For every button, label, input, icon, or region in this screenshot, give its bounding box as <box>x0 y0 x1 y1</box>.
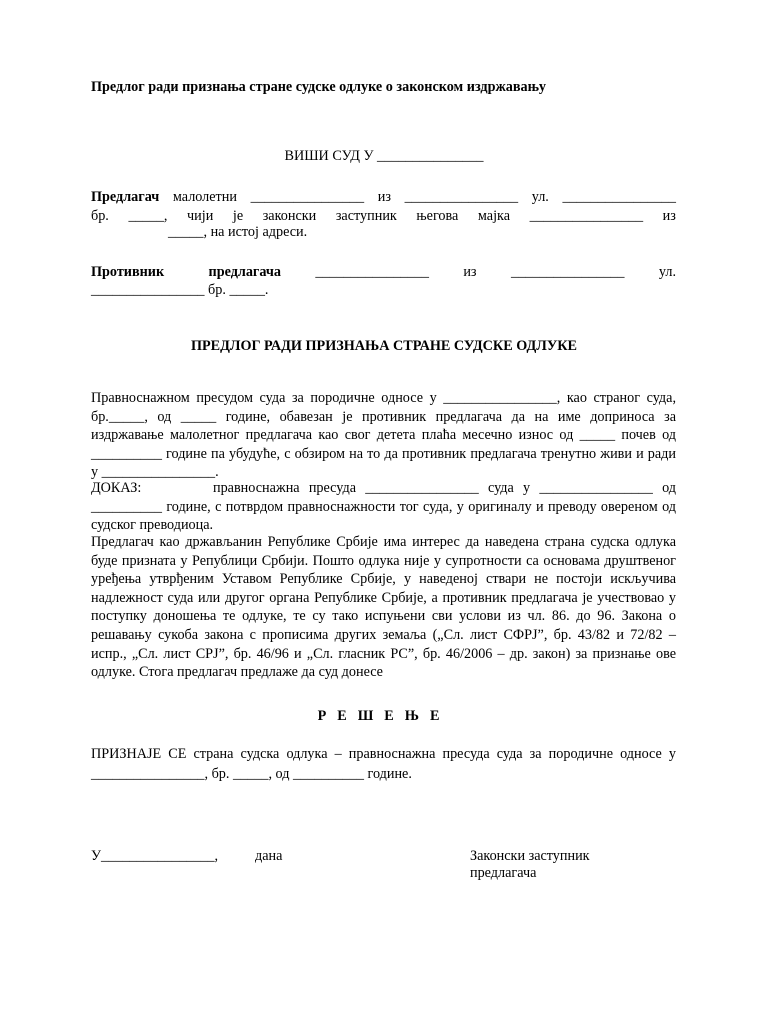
evidence-text: правноснажна пресуда ________________ суда у ________________ од __________ године, с потврдом правноснажности тог суда, у оригиналу и преводу овереном од судског преводиоца. <box>91 480 676 534</box>
applicant-word: ________________ <box>529 208 644 224</box>
opponent-word: ул. <box>658 264 676 280</box>
paragraph-grounds: Предлагач као држављанин Републике Србије има интерес да наведена страна судска одлука буде призната у Републици Србији. Пошто одлука није у супротности са основама друштвеног уређења утврђеним Уставом Републике Србије, у наведеној ствари не постоји искључива надлежност суда или другог органа Републике Србије, а противник предлагача је учествовао у поступку доношења те одлуке, те су тако испуњени сви услови из чл. 86. до 96. Закона о решавању сукоба закона с прописима других земаља („Сл. лист СФРЈ”, бр. 43/82 и 72/82 – испр., „Сл. лист СРЈ”, бр. 46/96 и „Сл. гласник РС”, бр. 46/2006 – др. закон) за признање ове одлуке. Стога предлагач предлаже да суд донесе <box>91 534 676 681</box>
applicant-line-1 <box>91 188 676 207</box>
paragraph-evidence <box>91 479 676 535</box>
applicant-label: Предлагач <box>91 189 160 205</box>
opponent-label-1: Противник <box>91 264 165 280</box>
opponent-blank: ________________ <box>510 264 625 280</box>
applicant-blank: ________________ <box>250 189 365 205</box>
applicant-word: мајка <box>477 208 511 224</box>
ruling-text: ПРИЗНАЈЕ СЕ страна судска одлука – правноснажна пресуда суда за породичне односе у ________________, бр. _____, од __________ године. <box>91 746 676 782</box>
applicant-word: _____, <box>128 208 168 224</box>
footer-date: дана <box>255 848 283 864</box>
decision-title: РЕШЕЊЕ <box>317 708 451 724</box>
applicant-word: бр. <box>91 208 109 224</box>
opponent-label-2: предлагача <box>208 264 281 280</box>
signatory-title: Законски заступник <box>470 848 590 864</box>
section-heading: ПРЕДЛОГ РАДИ ПРИЗНАЊА СТРАНЕ СУДСКЕ ОДЛУКЕ <box>190 338 578 354</box>
paragraph-claim: Правноснажном пресудом суда за породичне односе у ________________, као страног суда, бр._____, од _____ године, обавезан је противник предлагача да на име доприноса за издржавање малолетног предлагача као свог детета плаћа месечно износ од _____ почев од __________ године па убудуће, с обзиром на то да противник предлагача тренутно живи и ради у ________________. <box>91 390 676 481</box>
applicant-blank: ________________ <box>404 189 519 205</box>
applicant-word: из <box>377 189 391 205</box>
applicant-word: ул. <box>531 189 549 205</box>
applicant-word: из <box>662 208 676 224</box>
document-title: Предлог ради признања стране судске одлуке о законском издржавању <box>91 79 546 95</box>
applicant-word: законски <box>262 208 317 224</box>
opponent-word: из <box>463 264 477 280</box>
applicant-line-3: _____, на истој адреси. <box>168 224 308 240</box>
applicant-blank: ________________ <box>562 189 676 205</box>
court-line: ВИШИ СУД У _______________ <box>284 148 484 164</box>
opponent-line-1 <box>91 263 676 282</box>
opponent-blank: ________________ <box>315 264 429 280</box>
footer-place: У________________, <box>91 848 219 864</box>
signatory-role: предлагача <box>470 865 537 881</box>
applicant-word: је <box>232 208 244 224</box>
evidence-label: ДОКАЗ: <box>91 480 142 496</box>
opponent-line-2: ________________ бр. _____. <box>91 282 269 298</box>
applicant-word: заступник <box>335 208 397 224</box>
applicant-word: малолетни <box>172 189 237 205</box>
applicant-word: његова <box>416 208 459 224</box>
applicant-word: чији <box>187 208 214 224</box>
